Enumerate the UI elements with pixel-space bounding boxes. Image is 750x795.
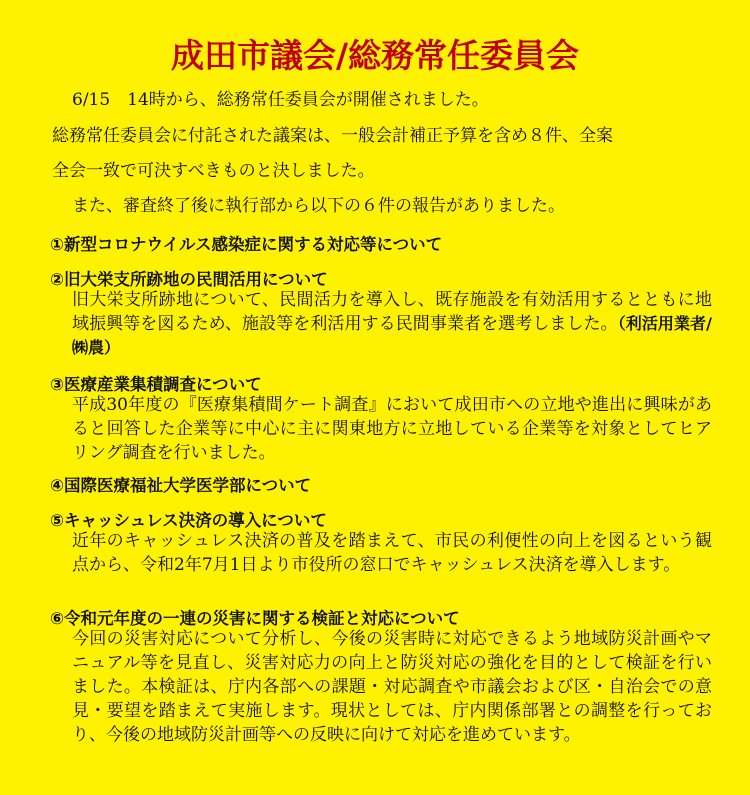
intro-line-3: 全会一致で可決すべきものと決しました。	[52, 161, 375, 181]
item-2-note: （利活用業者/㈱農）	[72, 314, 712, 357]
page-title: 成田市議会/総務常任委員会	[170, 36, 580, 75]
item-5-body: 近年のキャッシュレス決済の普及を踏まえて、市民の利便性の向上を図るという観点から、令和2年7月1日より市役所の窓口でキャッシュレス決済を導入します。	[72, 531, 712, 575]
item-5-heading: ⑤キャッシュレス決済の導入について	[50, 511, 327, 530]
item-6-body: 今回の災害対応について分析し、今後の災害時に対応できるよう地域防災計画やマニュアル等を見直し、災害対応力の向上と防災対応の強化を目的として検証を行いました。本検証は、庁内各部への課題・対応調査や市議会および区・自治会での意見・要望を踏まえて実施します。現状としては、庁内関係部署との調整を行っており、今後の地域防災計画等への反映に向けて対応を進めています。	[72, 629, 712, 745]
item-3-heading: ③医療産業集積調査について	[50, 375, 262, 394]
item-6-heading: ⑥令和元年度の一連の災害に関する検証と対応について	[50, 609, 460, 628]
item-3-body: 平成30年度の『医療集積間ケート調査』において成田市への立地や進出に興味があると回答した企業等に中心に主に関東地方に立地している企業等を対象としてヒアリング調査を行いました。	[72, 395, 712, 463]
intro-line-2: 総務常任委員会に付託された議案は、一般会計補正予算を含め８件、全案	[52, 126, 613, 146]
intro-line-1: 6/15 14時から、総務常任委員会が開催されました。	[72, 90, 489, 110]
item-1-heading: ①新型コロナウイルス感染症に関する対応等について	[50, 235, 443, 254]
item-4-heading: ④国際医療福祉大学医学部について	[50, 476, 312, 495]
intro-line-4: また、審査終了後に執行部から以下の６件の報告がありました。	[72, 196, 565, 216]
item-2-heading: ②旧大栄支所跡地の民間活用について	[50, 270, 328, 289]
item-2-body	[72, 288, 712, 360]
item-2-text: 旧大栄支所跡地について、民間活力を導入し、既存施設を有効活用するとともに地域振興等を図るため、施設等を利活用する民間事業者を選考しました。	[72, 290, 712, 334]
